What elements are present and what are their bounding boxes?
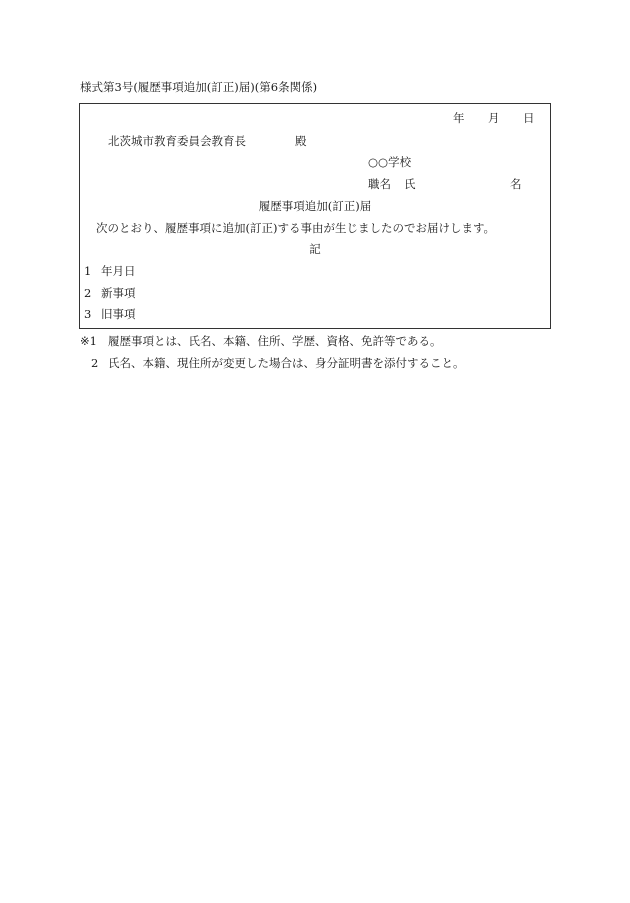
note-mark: ※1 (80, 334, 97, 348)
body-text: 次のとおり、履歴事項に追加(訂正)する事由が生じましたのでお届けします。 (96, 221, 496, 235)
sender-position: 職名 (368, 177, 391, 191)
note-text: 履歴事項とは、氏名、本籍、住所、学歴、資格、免許等である。 (108, 334, 442, 348)
item-label: 年月日 (101, 264, 136, 278)
date-day: 日 (523, 111, 535, 125)
item-num: 2 (84, 286, 92, 300)
sender-school: ○○学校 (368, 155, 412, 169)
item-label: 新事項 (101, 286, 136, 300)
item-num: 3 (84, 307, 92, 321)
date-year: 年 (453, 111, 465, 125)
doc-title: 履歴事項追加(訂正)届 (258, 199, 372, 213)
note-text: 氏名、本籍、現住所が変更した場合は、身分証明書を添付すること。 (108, 356, 465, 370)
item-num: 1 (84, 264, 92, 278)
item-label: 旧事項 (101, 307, 136, 321)
form-title: 様式第3号(履歴事項追加(訂正)届)(第6条関係) (80, 80, 318, 94)
sender-given: 名 (510, 177, 522, 191)
addressee-name: 北茨城市教育委員会教育長 (108, 134, 246, 148)
date-month: 月 (488, 111, 500, 125)
addressee-honorific: 殿 (295, 134, 307, 148)
sender-surname: 氏 (404, 177, 416, 191)
note-mark: 2 (91, 356, 99, 370)
ki-label: 記 (309, 242, 321, 256)
